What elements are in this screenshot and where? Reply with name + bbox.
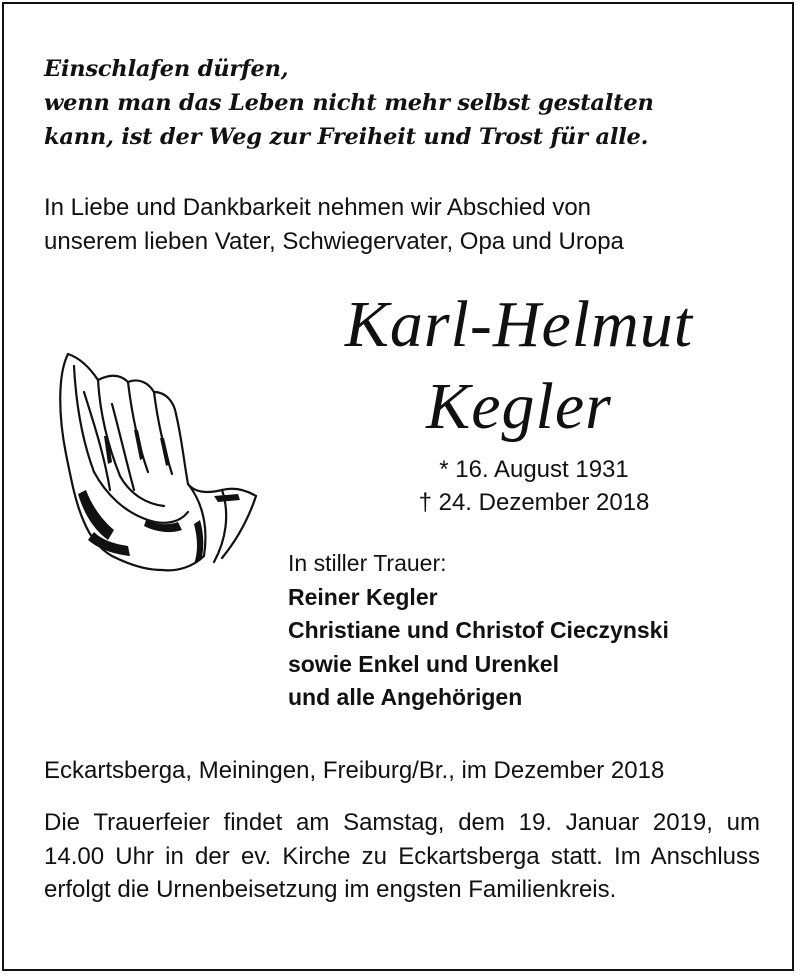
motto-line-1: Einschlafen dürfen,	[44, 56, 289, 82]
farewell-intro	[44, 191, 764, 259]
funeral-notice: Die Trauerfeier findet am Samstag, dem 19. Januar 2019, um 14.00 Uhr in der ev. Kirche zu Eckartsberga statt. Im Anschluss erfolgt die Urnenbeisetzung im engsten Familienkreis.	[44, 809, 760, 903]
intro-line-2: unserem lieben Vater, Schwiegervater, Opa und Uropa	[44, 228, 624, 255]
intro-line-1: In Liebe und Dankbarkeit nehmen wir Abschied von	[44, 194, 592, 221]
motto-line-2: wenn man das Leben nicht mehr selbst gestalten	[44, 90, 654, 116]
mourner-name: sowie Enkel und Urenkel	[288, 650, 559, 677]
death-date: † 24. Dezember 2018	[418, 489, 650, 516]
praying-hands-icon	[54, 344, 264, 584]
mourners-heading: In stiller Trauer:	[288, 550, 447, 576]
place-and-date: Eckartsberga, Meiningen, Freiburg/Br., im Dezember 2018	[44, 757, 665, 784]
obituary-notice	[2, 2, 794, 971]
motto-line-3: kann, ist der Weg zur Freiheit und Trost für alle.	[44, 124, 649, 150]
mourner-name: Christiane und Christof Cieczynski	[288, 617, 669, 643]
deceased-first-name: Karl-Helmut	[344, 288, 694, 361]
mourner-name: Reiner Kegler	[288, 583, 438, 610]
mourner-name: und alle Angehörigen	[288, 684, 523, 710]
birth-date: * 16. August 1931	[439, 456, 629, 483]
motto-quote	[44, 52, 764, 154]
mourners-block	[288, 547, 768, 715]
deceased-last-name: Kegler	[426, 370, 612, 443]
